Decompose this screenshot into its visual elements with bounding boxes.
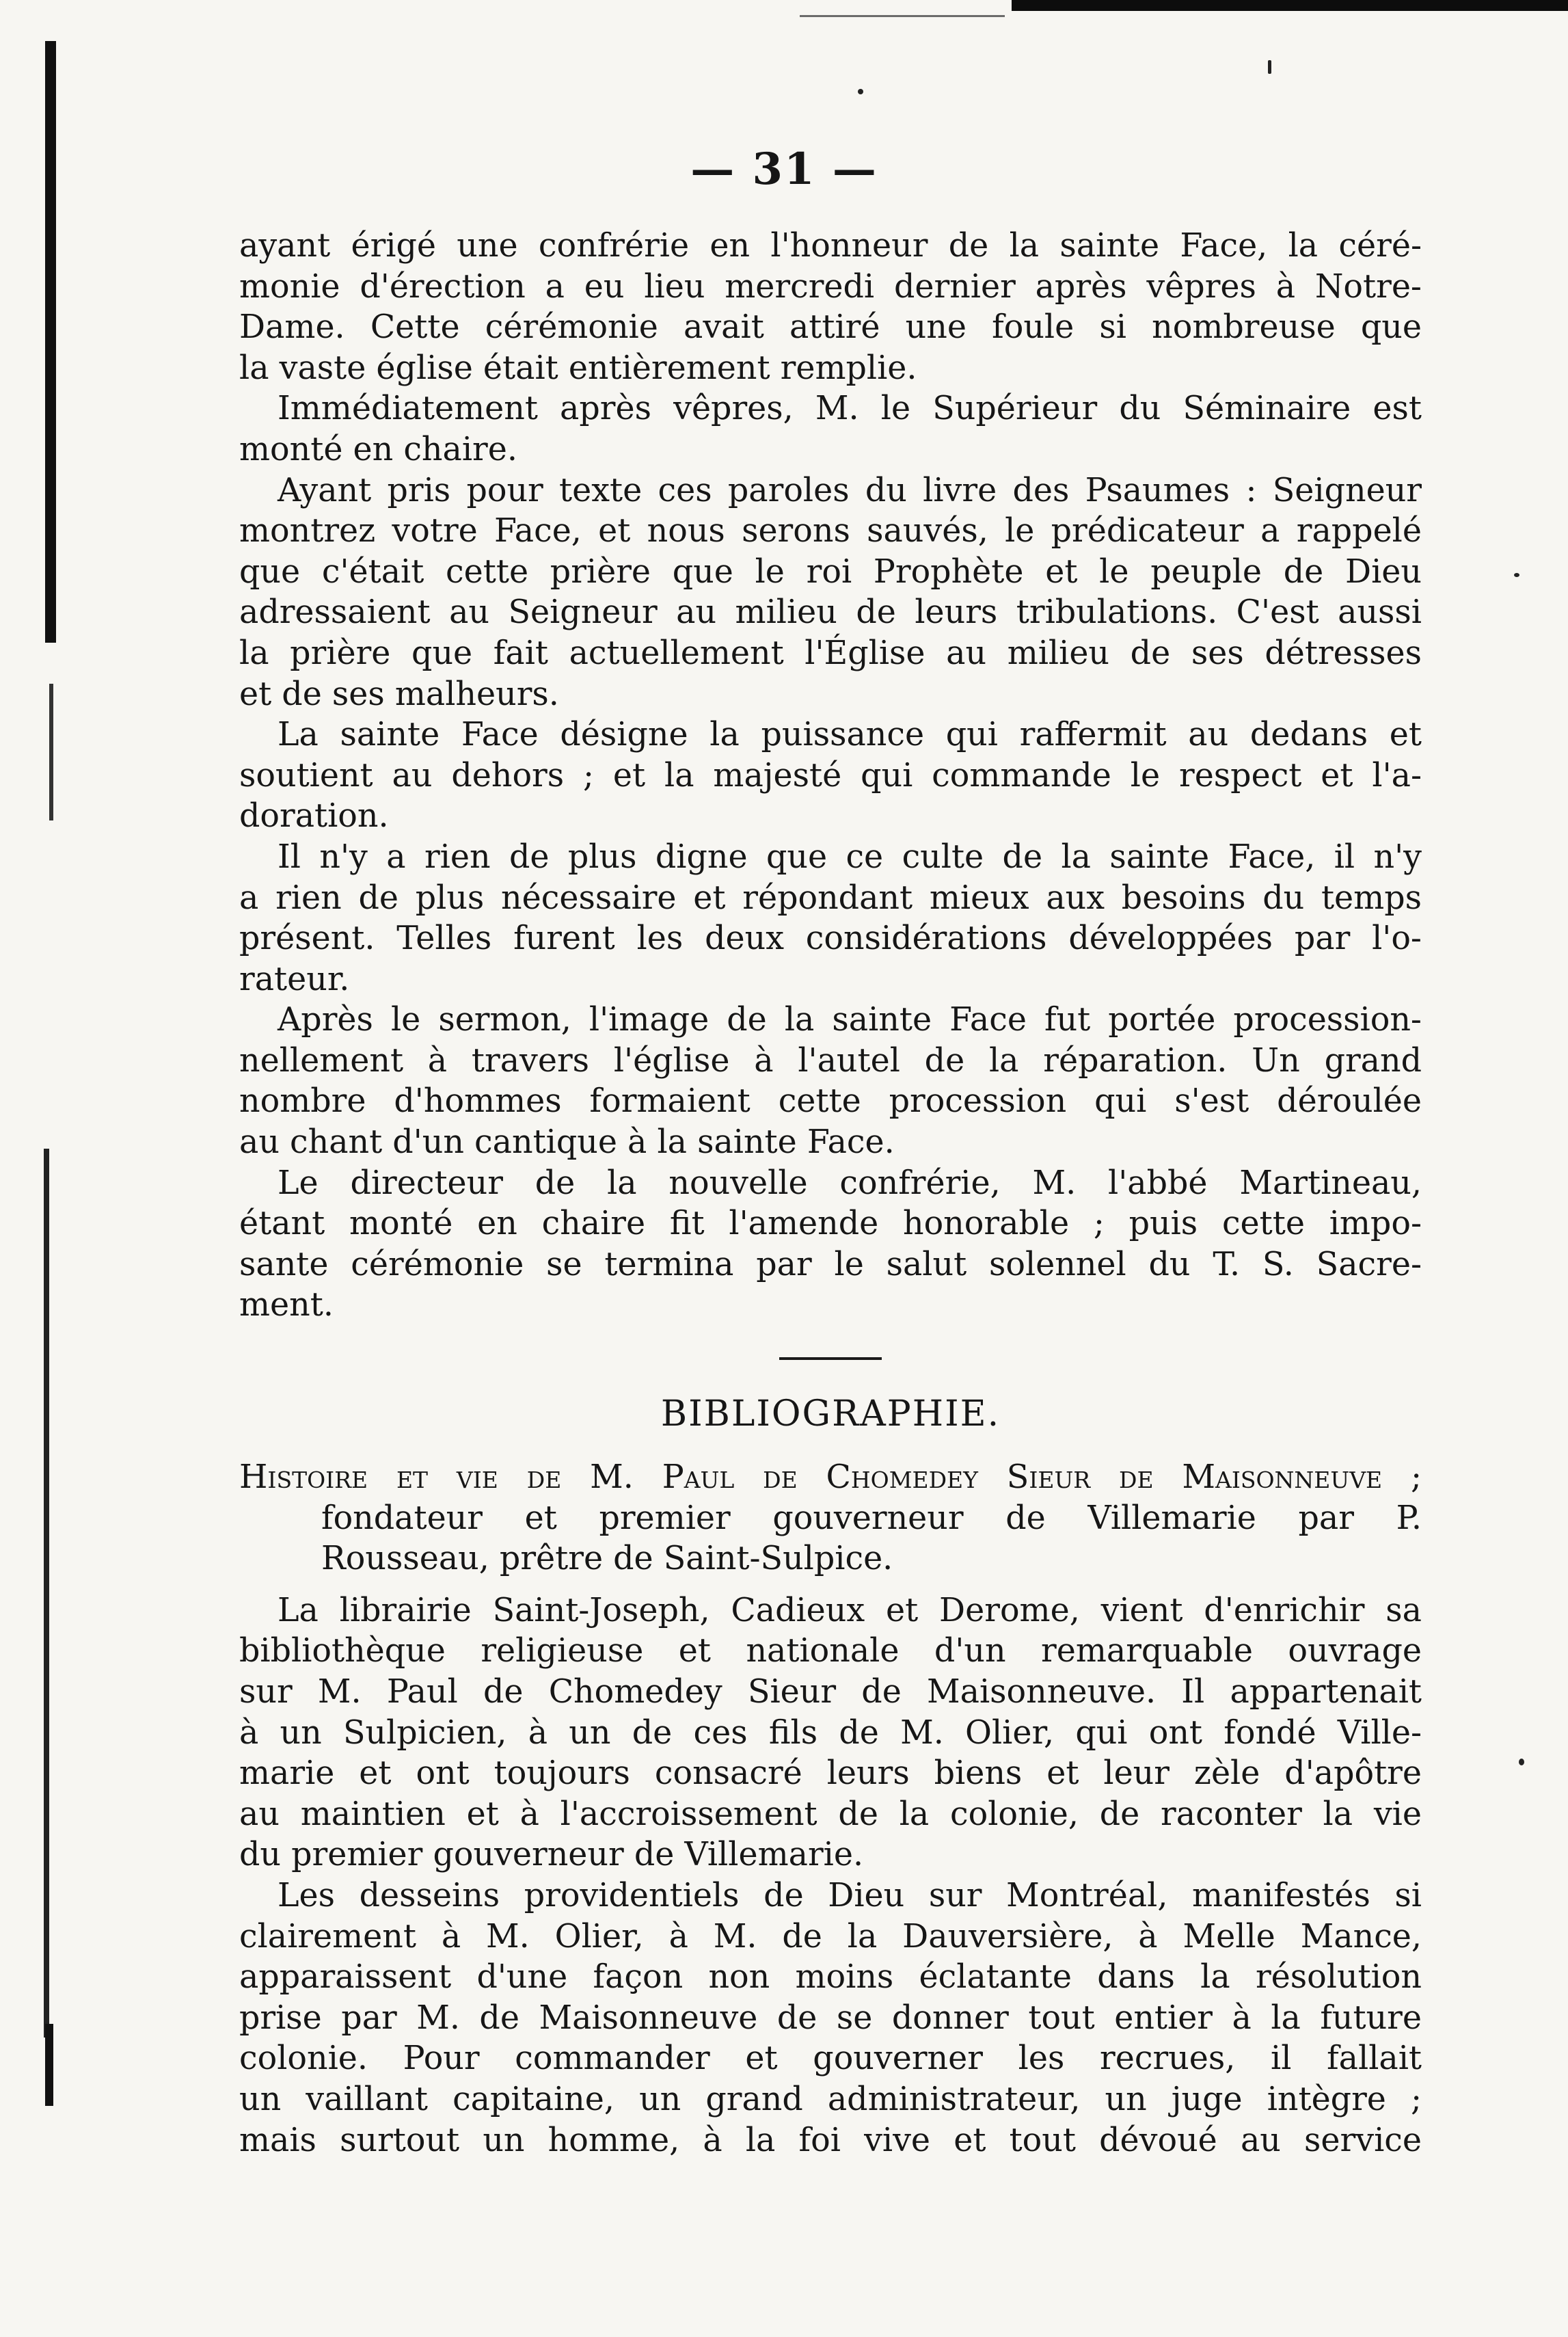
scan-speck — [1514, 573, 1519, 577]
text-line: au chant d'un cantique à la sainte Face. — [239, 1123, 895, 1162]
text-line: prise par M. de Maisonneuve de se donner tout entier à la future — [239, 1999, 1422, 2037]
section-title: BIBLIOGRAPHIE. — [660, 1393, 1001, 1435]
scan-edge-artifact — [1012, 0, 1568, 11]
page-number: — 31 — — [690, 144, 878, 195]
text-line: ayant érigé une confrérie en l'honneur de la sainte Face, la céré- — [239, 227, 1422, 265]
text-line: marie et ont toujours consacré leurs biens et leur zèle d'apôtre — [239, 1754, 1422, 1793]
text-line: que c'était cette prière que le roi Prophète et le peuple de Dieu — [239, 552, 1422, 591]
text-line: à un Sulpicien, à un de ces fils de M. Olier, qui ont fondé Ville- — [239, 1713, 1422, 1752]
binding-edge-shadow — [44, 1149, 49, 2038]
text-line: monté en chaire. — [239, 430, 517, 468]
text-line: montrez votre Face, et nous serons sauvés, le prédicateur a rappelé — [239, 512, 1422, 550]
text-line: du premier gouverneur de Villemarie. — [239, 1836, 864, 1874]
paragraph — [239, 388, 1422, 470]
text-line: adressaient au Seigneur au milieu de leurs tribulations. C'est aussi — [239, 593, 1422, 632]
text-line: Le directeur de la nouvelle confrérie, M. l'abbé Martineau, — [278, 1164, 1422, 1202]
text-line: sante cérémonie se termina par le salut solennel du T. S. Sacre- — [239, 1245, 1422, 1283]
text-line: présent. Telles furent les deux considérations développées par l'o- — [239, 920, 1422, 958]
text-line: colonie. Pour commander et gouverner les recrues, il fallait — [239, 2040, 1422, 2078]
paragraph — [239, 1875, 1422, 2161]
text-line: Il n'y a rien de plus digne que ce culte de la sainte Face, il n'y — [278, 838, 1422, 876]
text-line: monie d'érection a eu lieu mercredi dernier après vêpres à Notre- — [239, 267, 1422, 306]
text-line: a rien de plus nécessaire et répondant mieux aux besoins du temps — [239, 879, 1422, 917]
text-line: la vaste église était entièrement remplie. — [239, 349, 917, 387]
paragraph — [239, 837, 1422, 1000]
paragraph — [239, 470, 1422, 715]
text-line: Immédiatement après vêpres, M. le Supérieur du Séminaire est — [278, 390, 1422, 428]
text-line: mais surtout un homme, à la foi vive et tout dévoué au service — [239, 2121, 1422, 2159]
text-line: Dame. Cette cérémonie avait attiré une foule si nombreuse que — [239, 308, 1422, 347]
text-line: Les desseins providentiels de Dieu sur Montréal, manifestés si — [278, 1876, 1422, 1914]
text-line: La librairie Saint-Joseph, Cadieux et Derome, vient d'enrichir sa — [278, 1591, 1422, 1629]
text-line: nombre d'hommes formaient cette procession qui s'est déroulée — [239, 1082, 1422, 1121]
text-line: la prière que fait actuellement l'Église au milieu de ses détresses — [239, 634, 1422, 672]
text-line: étant monté en chaire fit l'amende honorable ; puis cette impo- — [239, 1205, 1422, 1243]
binding-edge-shadow — [45, 2024, 53, 2106]
scan-speck — [1519, 1759, 1524, 1765]
paragraph — [239, 1163, 1422, 1326]
scan-speck — [1268, 60, 1271, 74]
citation-line: fondateur et premier gouverneur de Villemarie par P. — [321, 1499, 1422, 1537]
text-line: clairement à M. Olier, à M. de la Dauversière, à Melle Mance, — [239, 1917, 1422, 1955]
scan-edge-artifact — [800, 15, 1005, 17]
text-line: apparaissent d'une façon non moins éclatante dans la résolution — [239, 1958, 1422, 1997]
text-line: rateur. — [239, 960, 350, 998]
text-line: un vaillant capitaine, un grand administrateur, un juge intègre ; — [239, 2080, 1422, 2118]
paragraph — [239, 226, 1422, 388]
section-divider — [779, 1357, 882, 1360]
text-line: sur M. Paul de Chomedey Sieur de Maisonneuve. Il appartenait — [239, 1673, 1422, 1711]
text-line: Après le sermon, l'image de la sainte Face fut portée procession- — [278, 1001, 1422, 1039]
citation-line: Histoire et vie de M. Paul de Chomedey Sieur de Maisonneuve ; — [239, 1458, 1422, 1497]
book-citation — [239, 1457, 1422, 1579]
text-line: nellement à travers l'église à l'autel de la réparation. Un grand — [239, 1041, 1422, 1080]
binding-edge-shadow — [49, 684, 53, 820]
citation-line: Rousseau, prêtre de Saint-Sulpice. — [321, 1540, 893, 1578]
text-line: La sainte Face désigne la puissance qui raffermit au dedans et — [278, 716, 1422, 754]
text-line: bibliothèque religieuse et nationale d'un remarquable ouvrage — [239, 1632, 1422, 1670]
text-line: soutient au dehors ; et la majesté qui commande le respect et l'a- — [239, 756, 1422, 794]
text-line: ment. — [239, 1286, 334, 1324]
binding-edge-shadow — [45, 41, 56, 643]
paragraph — [239, 1000, 1422, 1162]
text-line: Ayant pris pour texte ces paroles du livre des Psaumes : Seigneur — [278, 471, 1422, 509]
text-line: et de ses malheurs. — [239, 675, 559, 713]
paragraph — [239, 1590, 1422, 1875]
paragraph — [239, 715, 1422, 837]
text-line: au maintien et à l'accroissement de la colonie, de raconter la vie — [239, 1795, 1422, 1833]
article-body — [239, 226, 1422, 2161]
text-line: doration. — [239, 797, 389, 836]
scan-speck — [858, 89, 863, 94]
